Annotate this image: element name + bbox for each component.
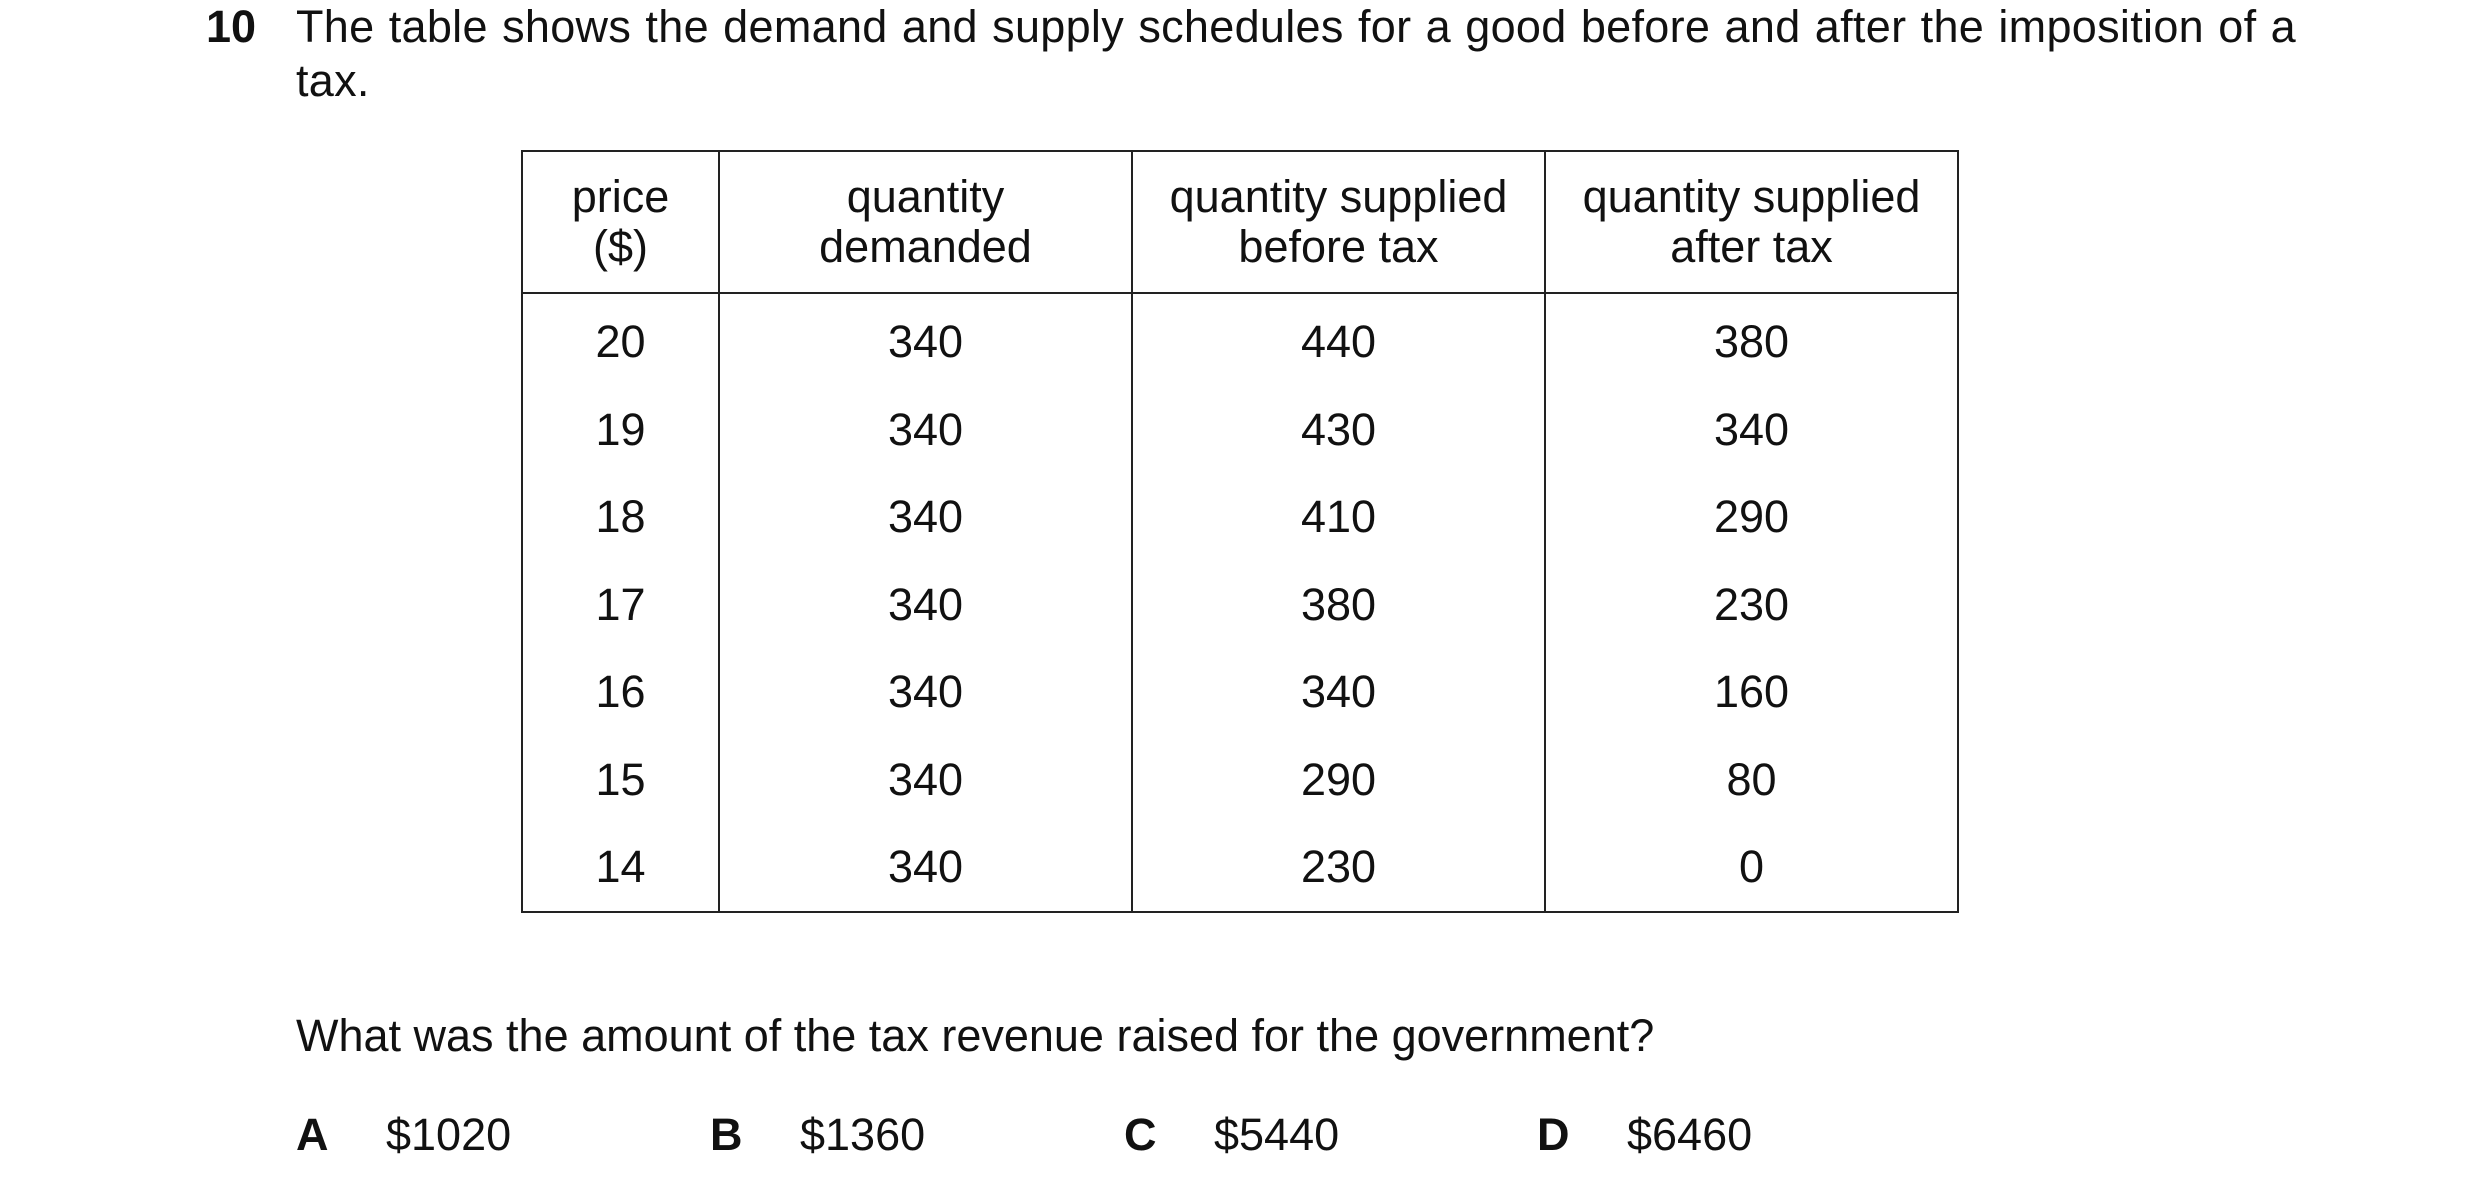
- cell-price: 14: [522, 823, 719, 912]
- header-quantity-supplied-after-tax: [1545, 151, 1958, 293]
- cell-price: 19: [522, 386, 719, 474]
- cell-quantity-demanded: 340: [719, 473, 1132, 561]
- table-row: [522, 386, 1958, 474]
- cell-supplied-after-tax: 230: [1545, 561, 1958, 649]
- cell-supplied-after-tax: 380: [1545, 293, 1958, 386]
- cell-quantity-demanded: 340: [719, 386, 1132, 474]
- table-row: [522, 648, 1958, 736]
- header-quantity-supplied-before-tax: [1132, 151, 1545, 293]
- option-value: $1020: [386, 1109, 512, 1160]
- cell-supplied-before-tax: 290: [1132, 736, 1545, 824]
- header-qd-line2: demanded: [819, 221, 1032, 272]
- table-row: [522, 561, 1958, 649]
- header-qsb-line2: before tax: [1238, 221, 1439, 272]
- cell-supplied-after-tax: 160: [1545, 648, 1958, 736]
- question-prompt: What was the amount of the tax revenue raised for the government?: [296, 1010, 1655, 1061]
- header-qd-line1: quantity: [846, 171, 1005, 222]
- cell-supplied-before-tax: 340: [1132, 648, 1545, 736]
- header-qsa-line2: after tax: [1670, 221, 1833, 272]
- option-letter: D: [1537, 1109, 1570, 1160]
- header-qsa-line1: quantity supplied: [1582, 171, 1921, 222]
- option-letter: A: [296, 1109, 329, 1160]
- cell-supplied-after-tax: 80: [1545, 736, 1958, 824]
- cell-supplied-after-tax: 340: [1545, 386, 1958, 474]
- cell-quantity-demanded: 340: [719, 648, 1132, 736]
- table-header-row: [522, 151, 1958, 293]
- cell-price: 17: [522, 561, 719, 649]
- header-qsb-line1: quantity supplied: [1169, 171, 1508, 222]
- option-letter: C: [1124, 1109, 1157, 1160]
- option-value: $1360: [800, 1109, 926, 1160]
- header-quantity-demanded: [719, 151, 1132, 293]
- cell-quantity-demanded: 340: [719, 561, 1132, 649]
- cell-price: 16: [522, 648, 719, 736]
- option-letter: B: [710, 1109, 743, 1160]
- question-number: 10: [206, 1, 257, 52]
- cell-price: 18: [522, 473, 719, 561]
- cell-price: 15: [522, 736, 719, 824]
- schedule-table: [521, 150, 1959, 913]
- cell-supplied-before-tax: 430: [1132, 386, 1545, 474]
- cell-supplied-after-tax: 0: [1545, 823, 1958, 912]
- table-row: [522, 823, 1958, 912]
- cell-quantity-demanded: 340: [719, 293, 1132, 386]
- cell-supplied-before-tax: 410: [1132, 473, 1545, 561]
- cell-quantity-demanded: 340: [719, 823, 1132, 912]
- table-row: [522, 293, 1958, 386]
- cell-supplied-after-tax: 290: [1545, 473, 1958, 561]
- cell-supplied-before-tax: 230: [1132, 823, 1545, 912]
- header-price: [522, 151, 719, 293]
- option-b[interactable]: [710, 1108, 925, 1162]
- header-price-line1: price: [571, 171, 670, 222]
- option-value: $6460: [1627, 1109, 1753, 1160]
- table-row: [522, 736, 1958, 824]
- cell-quantity-demanded: 340: [719, 736, 1132, 824]
- cell-supplied-before-tax: 440: [1132, 293, 1545, 386]
- option-c[interactable]: [1124, 1108, 1339, 1162]
- option-a[interactable]: [296, 1108, 511, 1162]
- cell-price: 20: [522, 293, 719, 386]
- table-row: [522, 473, 1958, 561]
- option-value: $5440: [1214, 1109, 1340, 1160]
- question-stem: The table shows the demand and supply schedules for a good before and after the imposition of a tax.: [296, 1, 2296, 106]
- header-price-line2: ($): [593, 221, 648, 272]
- option-d[interactable]: [1537, 1108, 1752, 1162]
- cell-supplied-before-tax: 380: [1132, 561, 1545, 649]
